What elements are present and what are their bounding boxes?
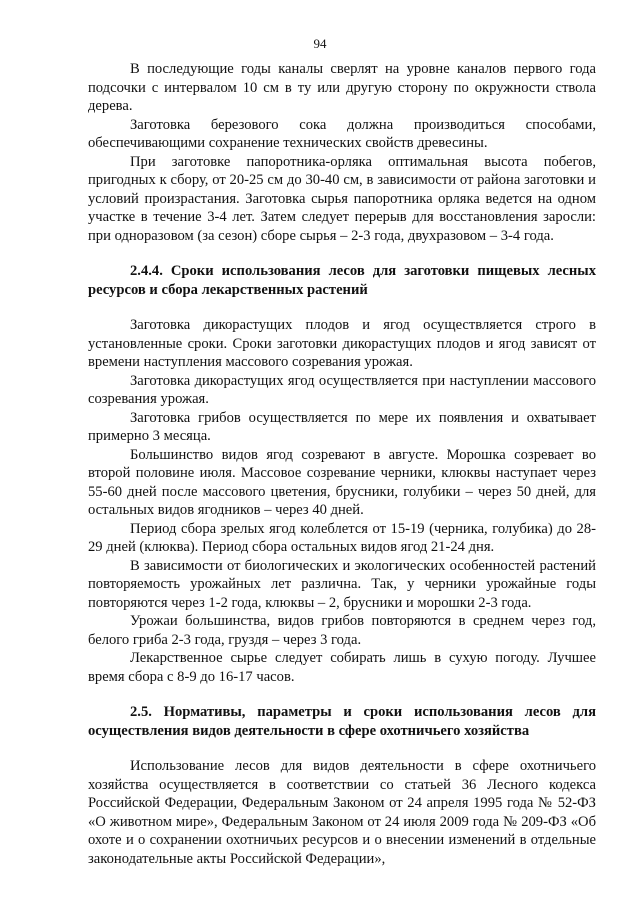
page-body <box>88 60 596 868</box>
paragraph-birch-sap: Заготовка березового сока должна производиться способами, обеспечивающими сохранение технических свойств древесины. <box>88 116 596 151</box>
paragraph-picking-period: Период сбора зрелых ягод колеблется от 15-19 (черника, голубика) до 28-29 дней (клюква). Период сбора остальных видов ягод 21-24 дня. <box>88 520 596 555</box>
paragraph-mushroom-harvest: Заготовка грибов осуществляется по мере их появления и охватывает примерно 3 месяца. <box>88 409 596 444</box>
paragraph-medicinal-raw: Лекарственное сырье следует собирать лишь в сухую погоду. Лучшее время сбора с 8-9 до 16-17 часов. <box>88 650 596 685</box>
section-heading-2-5: 2.5. Нормативы, параметры и сроки использования лесов для осуществления видов деятельности в сфере охотничьего хозяйства <box>88 704 596 739</box>
spacer <box>88 299 596 316</box>
spacer <box>88 686 596 703</box>
paragraph-berry-harvest: Заготовка дикорастущих ягод осуществляется при наступлении массового созревания урожая. <box>88 372 596 407</box>
paragraph-hunting-use: Использование лесов для видов деятельности в сфере охотничьего хозяйства осуществляется в соответствии со статьей 36 Лесного кодекса Российской Федерации, Федеральным Законом от 24 апреля 1995 года № 52-ФЗ «О животном мире», Федеральным Законом от 24 июля 2009 года № 209-ФЗ «Об охоте и о сохранении охотничьих ресурсов и о внесении изменений в отдельные законодательные акты Российской Федерации», <box>88 758 596 867</box>
paragraph-tapping-channels: В последующие годы каналы сверлят на уровне каналов первого года подсочки с интервалом 10 см в ту или другую сторону по окружности ствола дерева. <box>88 61 596 114</box>
section-heading-2-4-4: 2.4.4. Сроки использования лесов для заготовки пищевых лесных ресурсов и сбора лекарственных растений <box>88 263 596 298</box>
paragraph-yield-frequency: В зависимости от биологических и экологических особенностей растений повторяемость урожайных лет различна. Так, у черники урожайные годы повторяются через 1-2 года, клюквы – 2, брусники и морошки 2-3 года. <box>88 557 596 611</box>
paragraph-mushroom-yields: Урожаи большинства, видов грибов повторяются в среднем через год, белого гриба 2-3 года, груздя – через 3 года. <box>88 613 596 648</box>
spacer <box>88 245 596 262</box>
page-number: 94 <box>313 36 327 51</box>
paragraph-bracken-fern: При заготовке папоротника-орляка оптимальная высота побегов, пригодных к сбору, от 20-25 см до 30-40 см, в зависимости от района заготовки и условий произрастания. Заготовка сырья папоротника орляка ведется на одном участке в течение 3-4 лет. Затем следует перерыв для восстановления заросли: при одноразовом (за сезон) сборе сырья – 2-3 года, двухразовом – 3-4 года. <box>88 153 596 244</box>
paragraph-berry-ripening: Большинство видов ягод созревают в августе. Морошка созревает во второй половине июля. Массовое созревание черники, клюквы наступает через 55-60 дней после массового цветения, брусники, голубики – через 50 дней, для остальных видов ягодников – через 40 дней. <box>88 446 596 518</box>
paragraph-fruit-harvest-terms: Заготовка дикорастущих плодов и ягод осуществляется строго в установленные сроки. Сроки заготовки дикорастущих плодов и ягод зависят от времени наступления массового созревания урожая. <box>88 317 596 370</box>
spacer <box>88 740 596 757</box>
